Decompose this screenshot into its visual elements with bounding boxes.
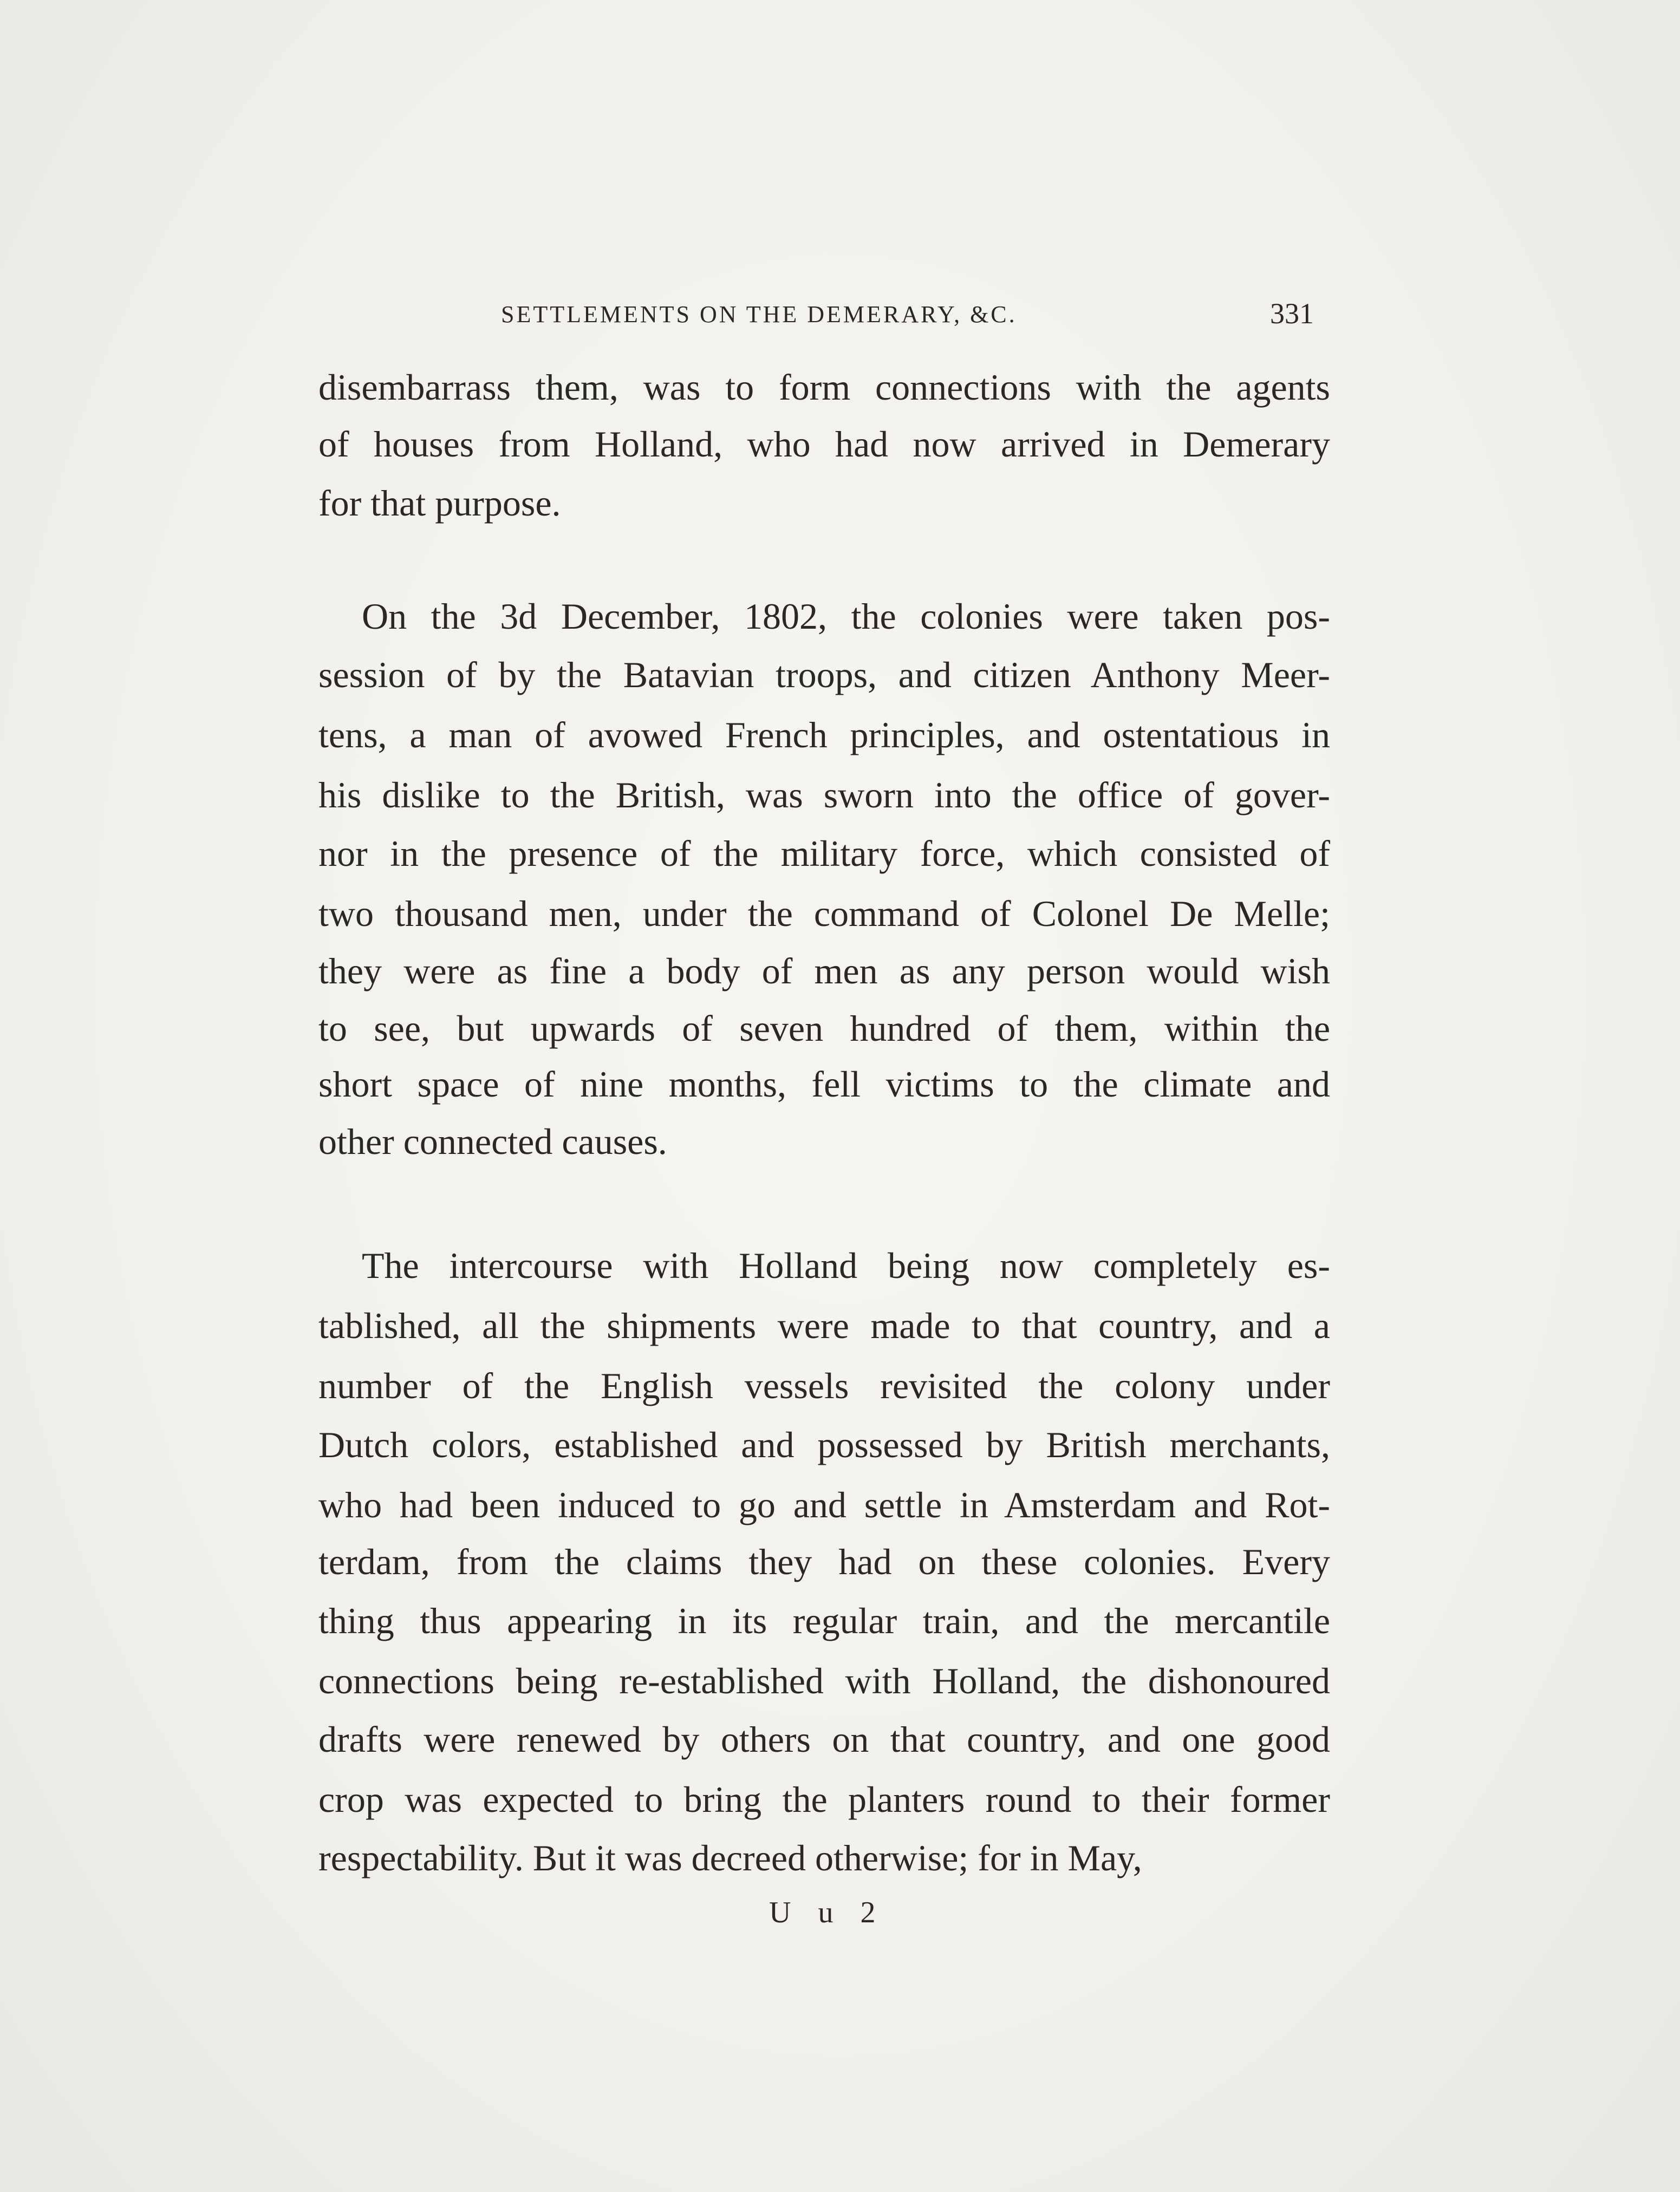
text-line: nor in the presence of the military force, which consisted of — [318, 833, 1330, 874]
text-line: who had been induced to go and settle in Amsterdam and Rot- — [318, 1484, 1330, 1525]
text-line: terdam, from the claims they had on these colonies. Every — [318, 1541, 1330, 1582]
text-line: drafts were renewed by others on that country, and one good — [318, 1719, 1330, 1760]
signature-mark: U u 2 — [769, 1896, 885, 1929]
text-line: session of by the Batavian troops, and citizen Anthony Meer- — [318, 654, 1330, 695]
text-line: his dislike to the British, was sworn into the office of gover- — [318, 774, 1330, 816]
text-line: Dutch colors, established and possessed by British merchants, — [318, 1424, 1330, 1465]
text-line: two thousand men, under the command of Colonel De Melle; — [318, 893, 1330, 934]
text-line: tens, a man of avowed French principles, and ostentatious in — [318, 714, 1330, 755]
text-line: short space of nine months, fell victims to the climate and — [318, 1064, 1330, 1105]
text-line: disembarrass them, was to form connections with the agents — [318, 367, 1330, 408]
running-title: SETTLEMENTS ON THE DEMERARY, &C. — [501, 301, 1017, 328]
page-number: 331 — [1270, 297, 1314, 330]
text-line: On the 3d December, 1802, the colonies were taken pos- — [362, 596, 1330, 637]
text-line: of houses from Holland, who had now arrived in Demerary — [318, 423, 1330, 465]
text-line: The intercourse with Holland being now completely es- — [362, 1245, 1330, 1286]
text-line: respectability. But it was decreed otherwise; for in May, — [318, 1837, 1142, 1878]
text-line: for that purpose. — [318, 482, 561, 524]
text-line: crop was expected to bring the planters round to their former — [318, 1779, 1330, 1820]
text-line: tablished, all the shipments were made to that country, and a — [318, 1305, 1330, 1346]
text-line: thing thus appearing in its regular train, and the mercantile — [318, 1600, 1330, 1641]
text-line: number of the English vessels revisited the colony under — [318, 1365, 1330, 1406]
text-line: other connected causes. — [318, 1121, 667, 1162]
text-line: connections being re-established with Holland, the dishonoured — [318, 1660, 1330, 1701]
text-line: they were as fine a body of men as any person would wish — [318, 950, 1330, 991]
text-line: to see, but upwards of seven hundred of them, within the — [318, 1008, 1330, 1049]
